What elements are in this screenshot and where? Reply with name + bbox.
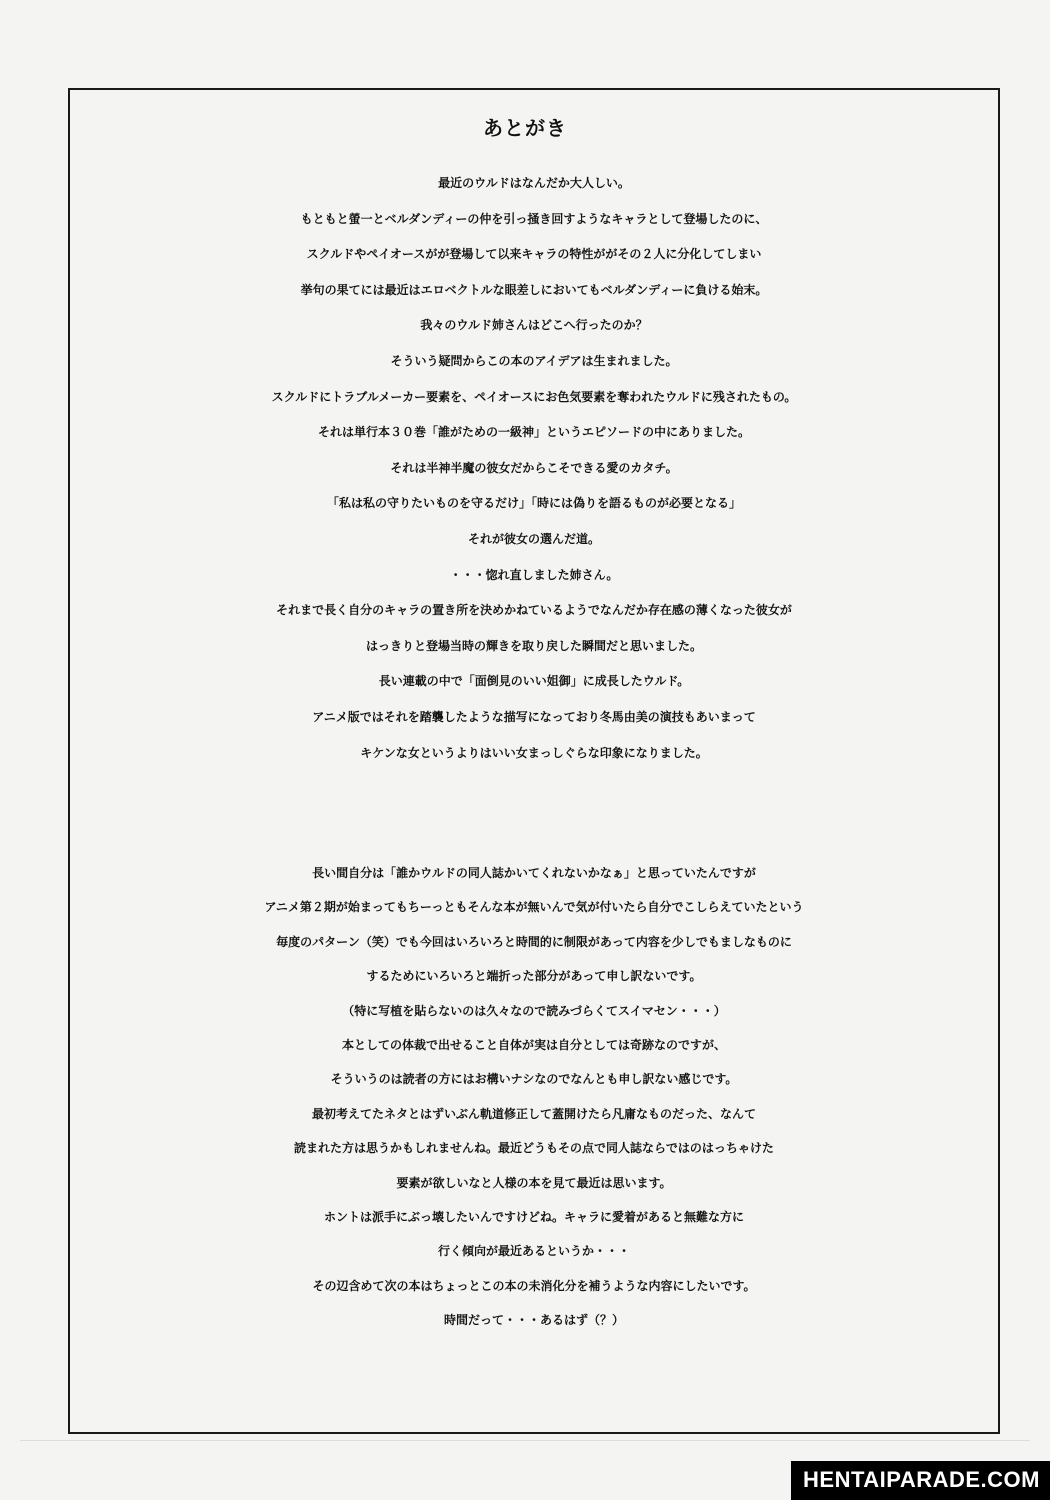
- text-line: 時間だって・・・あるはず（？）: [443, 1313, 624, 1328]
- text-line: 最近のウルドはなんだか大人しい。: [438, 176, 630, 190]
- text-line: アニメ版ではそれを踏襲したような描写になっており冬馬由美の演技もあいまって: [312, 709, 756, 724]
- watermark-badge: HENTAIPARADE.COM: [791, 1461, 1050, 1500]
- text-line: （特に写植を貼らないのは久々なので読みづらくてスイマセン・・・）: [342, 1003, 726, 1018]
- text-line: それは単行本３０巻「誰がための一級神」というエピソードの中にありました。: [317, 425, 750, 440]
- text-line: 最初考えてたネタとはずいぶん軌道修正して蓋開けたら凡庸なものだった、なんて: [311, 1106, 756, 1121]
- text-line: それは半神半魔の彼女だからこそできる愛のカタチ。: [390, 460, 678, 475]
- text-line: キケンな女というよりはいい女まっしぐらな印象になりました。: [360, 745, 708, 760]
- afterword-paragraph-2: [68, 856, 1000, 1337]
- text-line: 読まれた方は思うかもしれませんね。最近どうもその点で同人誌ならではのはっちゃけた: [294, 1141, 774, 1156]
- text-line: 「私は私の守りたいものを守るだけ」「時には偽りを語るものが必要となる」: [326, 496, 741, 511]
- text-line: するためにいろいろと端折った部分があって申し訳ないです。: [366, 969, 702, 984]
- text-line: 行く傾向が最近あるというか・・・: [437, 1244, 630, 1259]
- text-line: それまで長く自分のキャラの置き所を決めかねているようでなんだか存在感の薄くなった彼女が: [276, 603, 792, 618]
- text-line: 我々のウルド姉さんはどこへ行ったのか？: [420, 318, 648, 333]
- text-line: ・・・惚れ直しました姉さん。: [449, 567, 619, 582]
- text-line: スクルドやペイオースがが登場して以来キャラの特性ががその２人に分化してしまい: [306, 247, 762, 262]
- text-line: スクルドにトラブルメーカー要素を、ペイオースにお色気要素を奪われたウルドに残されたもの。: [271, 389, 797, 404]
- text-line: そういう疑問からこの本のアイデアは生まれました。: [390, 353, 678, 368]
- page-edge-divider: [20, 1440, 1030, 1441]
- afterword-paragraph-1: [68, 166, 1000, 771]
- text-line: その辺含めて次の本はちょっとこの本の未消化分を補うような内容にしたいです。: [312, 1278, 756, 1293]
- text-line: 挙句の果てには最近はエロベクトルな眼差しにおいてもベルダンディーに負ける始末。: [300, 282, 768, 297]
- text-line: はっきりと登場当時の輝きを取り戻した瞬間だと思いました。: [365, 638, 702, 653]
- text-line: 毎度のパターン（笑）でも今回はいろいろと時間的に制限があって内容を少しでもましなものに: [276, 934, 792, 949]
- text-line: もともと螢一とベルダンディーの仲を引っ掻き回すようなキャラとして登場したのに、: [300, 211, 768, 226]
- text-line: 要素が欲しいなと人様の本を見て最近は思います。: [396, 1175, 672, 1190]
- page-title: あとがき: [483, 116, 567, 140]
- text-line: そういうのは読者の方にはお構いナシなのでなんとも申し訳ない感じです。: [330, 1072, 738, 1087]
- text-line: 長い間自分は「誰かウルドの同人誌かいてくれないかなぁ」と思っていたんですが: [312, 866, 756, 880]
- text-line: 長い連載の中で「面倒見のいい姐御」に成長したウルド。: [378, 674, 690, 689]
- text-line: アニメ第２期が始まってもちーっともそんな本が無いんで気が付いたら自分でこしらえていたという: [264, 900, 804, 915]
- text-line: それが彼女の選んだ道。: [467, 531, 600, 546]
- text-line: ホントは派手にぶっ壊したいんですけどね。キャラに愛着があると無難な方に: [323, 1209, 744, 1224]
- text-line: 本としての体裁で出せること自体が実は自分としては奇跡なのですが、: [341, 1037, 726, 1052]
